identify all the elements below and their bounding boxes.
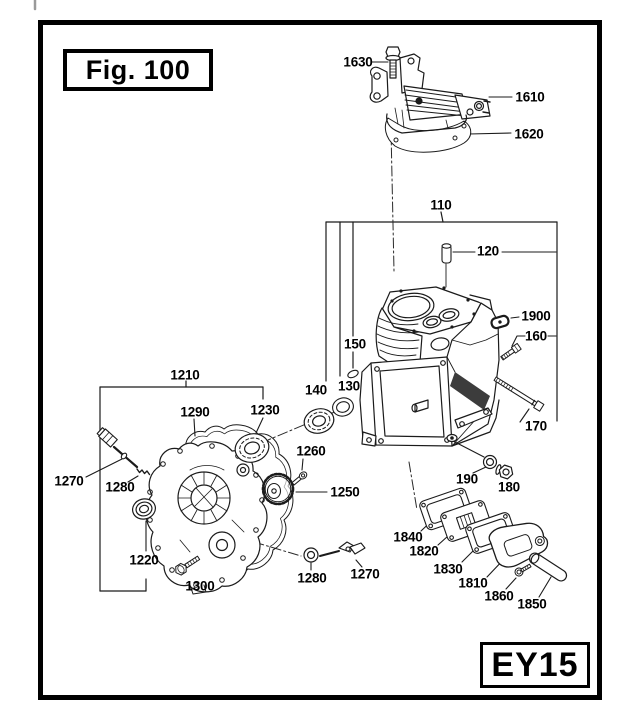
washer-190-drawing (484, 456, 497, 469)
oil-seal-130-drawing (330, 395, 355, 418)
part-label-120: 120 (477, 243, 499, 259)
part-label-1820: 1820 (409, 543, 439, 559)
part-label-1280: 1280 (297, 570, 327, 586)
plug-180-drawing (495, 463, 515, 480)
part-label-1210: 1210 (170, 367, 200, 383)
part-label-1620: 1620 (514, 126, 544, 142)
ring-1280-drawing (304, 548, 318, 562)
part-label-1250: 1250 (330, 484, 360, 500)
crankcase-cover-drawing (146, 442, 267, 594)
part-label-1860: 1860 (484, 588, 514, 604)
figure-number: Fig. 100 (85, 54, 191, 85)
part-label-130: 130 (338, 378, 360, 394)
cylinder-block-drawing (360, 286, 499, 446)
cylinder-head-drawing (370, 47, 490, 152)
governor-gear-drawing (263, 474, 293, 504)
part-label-1300: 1300 (185, 578, 215, 594)
spring-1280-drawing (137, 469, 150, 475)
part-label-1610: 1610 (515, 89, 545, 105)
governor-shaft-drawing (96, 427, 137, 467)
bolt-170-drawing (493, 375, 544, 411)
part-label-1630: 1630 (343, 54, 373, 70)
governor-fork-drawing (320, 542, 365, 556)
dowel-pin-drawing (442, 244, 451, 263)
bolt-160-drawing (500, 343, 521, 361)
model-number-box (480, 642, 590, 688)
part-label-190: 190 (456, 471, 478, 487)
part-label-1280: 1280 (105, 479, 135, 495)
part-label-1840: 1840 (393, 529, 423, 545)
part-label-1850: 1850 (517, 596, 547, 612)
bolt-1260-drawing (291, 470, 308, 486)
part-label-110: 110 (430, 197, 452, 213)
part-label-1270: 1270 (54, 473, 84, 489)
part-label-1230: 1230 (250, 402, 280, 418)
part-label-140: 140 (305, 382, 327, 398)
part-label-1900: 1900 (521, 308, 551, 324)
part-label-160: 160 (525, 328, 547, 344)
woodruff-key-drawing (347, 369, 360, 379)
part-label-1830: 1830 (433, 561, 463, 577)
part-label-1270: 1270 (350, 566, 380, 582)
model-number: EY15 (491, 645, 579, 684)
part-label-150: 150 (344, 336, 366, 352)
part-label-1290: 1290 (180, 404, 210, 420)
part-label-180: 180 (498, 479, 520, 495)
part-label-1260: 1260 (296, 443, 326, 459)
figure-number-box (63, 49, 213, 91)
part-label-170: 170 (525, 418, 547, 434)
part-label-1810: 1810 (458, 575, 488, 591)
pipe-1850-drawing (527, 551, 568, 583)
key-1900-drawing (490, 315, 509, 329)
bearing-140-drawing (301, 405, 336, 436)
part-label-1220: 1220 (129, 552, 159, 568)
